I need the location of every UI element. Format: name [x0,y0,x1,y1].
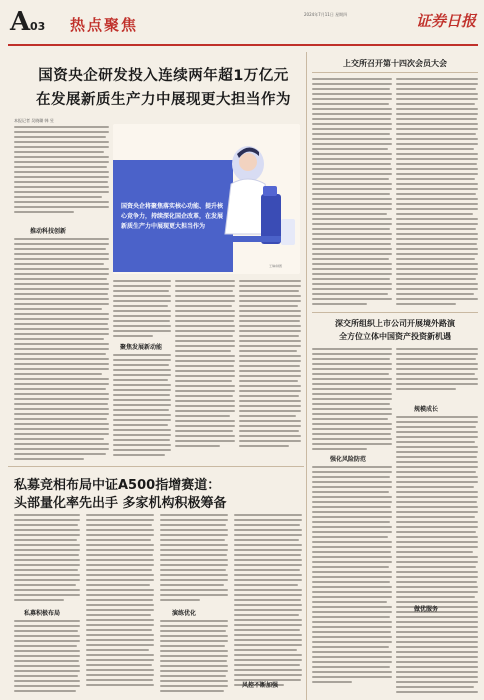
page-number: 03 [30,20,46,33]
right-rule-1 [312,72,478,73]
right-subhead-1: 强化风险防范 [330,456,367,463]
lead-column-1b [14,238,109,463]
masthead-rule [8,44,478,46]
bottom-column-3b [160,620,228,695]
lead-subhead-2: 聚焦发展新动能 [120,344,163,351]
right-article1-headline: 上交所召开第十四次会员大会 [343,59,447,68]
section-title: 热点聚焦 [70,16,139,34]
illustration-credit: 王琳/制图 [269,264,283,268]
right-article2-col1 [312,348,392,453]
right-rule-2 [312,312,478,313]
lead-column-2 [113,280,171,340]
lead-illustration [113,124,300,274]
lead-column-1 [14,126,109,216]
lead-column-2b [113,354,171,459]
lead-byline: 本报记者 吴晓璐 韩 昱 [14,118,54,123]
page-letter: A [10,7,31,37]
bottom-subhead-3: 风控不断加强 [242,682,279,689]
lead-column-3 [175,280,235,450]
bottom-rule [8,466,304,467]
right-article1-col1 [312,78,392,308]
bottom-subhead-1: 私募积极布局 [24,610,61,617]
lead-subhead-1: 推动科技创新 [30,228,67,235]
lead-headline-line1: 国资央企研发投入连续两年超1万亿元 [38,68,289,84]
scientist-figure [113,124,300,274]
bottom-column-2 [86,514,154,689]
right-article2-col2c [396,616,478,696]
right-subhead-3: 做优服务 [414,606,439,613]
illustration-caption: 国资央企将聚焦落实核心功能、提升核心竞争力，持续深化国企改革，在发展新质生产力中展现更大担当作为 [121,203,224,230]
bottom-column-3 [160,514,228,604]
right-subhead-2: 规模成长 [414,406,439,413]
right-article2-col2 [396,348,478,393]
right-article1-col2 [396,78,478,308]
lead-column-4 [239,280,301,450]
right-article2-col1b [312,466,392,686]
right-article2-headline-line1: 深交所组织上市公司开展境外路演 [335,319,455,328]
bottom-headline-line2: 头部量化率先出手 多家机构积极筹备 [14,496,227,511]
date-line: 2024年7月11日 星期四 [304,12,348,17]
bottom-subhead-2: 演练优化 [172,610,197,617]
bottom-column-1 [14,514,80,604]
bottom-column-1b [14,620,80,695]
bottom-headline-line1: 私募竞相布局中证A500指增赛道： [14,478,221,493]
column-divider [306,52,307,700]
right-article2-headline-line2: 全方位立体中国资产投资新机遇 [339,332,451,341]
lead-headline-line2: 在发展新质生产力中展现更大担当作为 [36,92,291,108]
paper-logo: 证券日报 [416,12,477,30]
bottom-column-4 [234,514,302,689]
